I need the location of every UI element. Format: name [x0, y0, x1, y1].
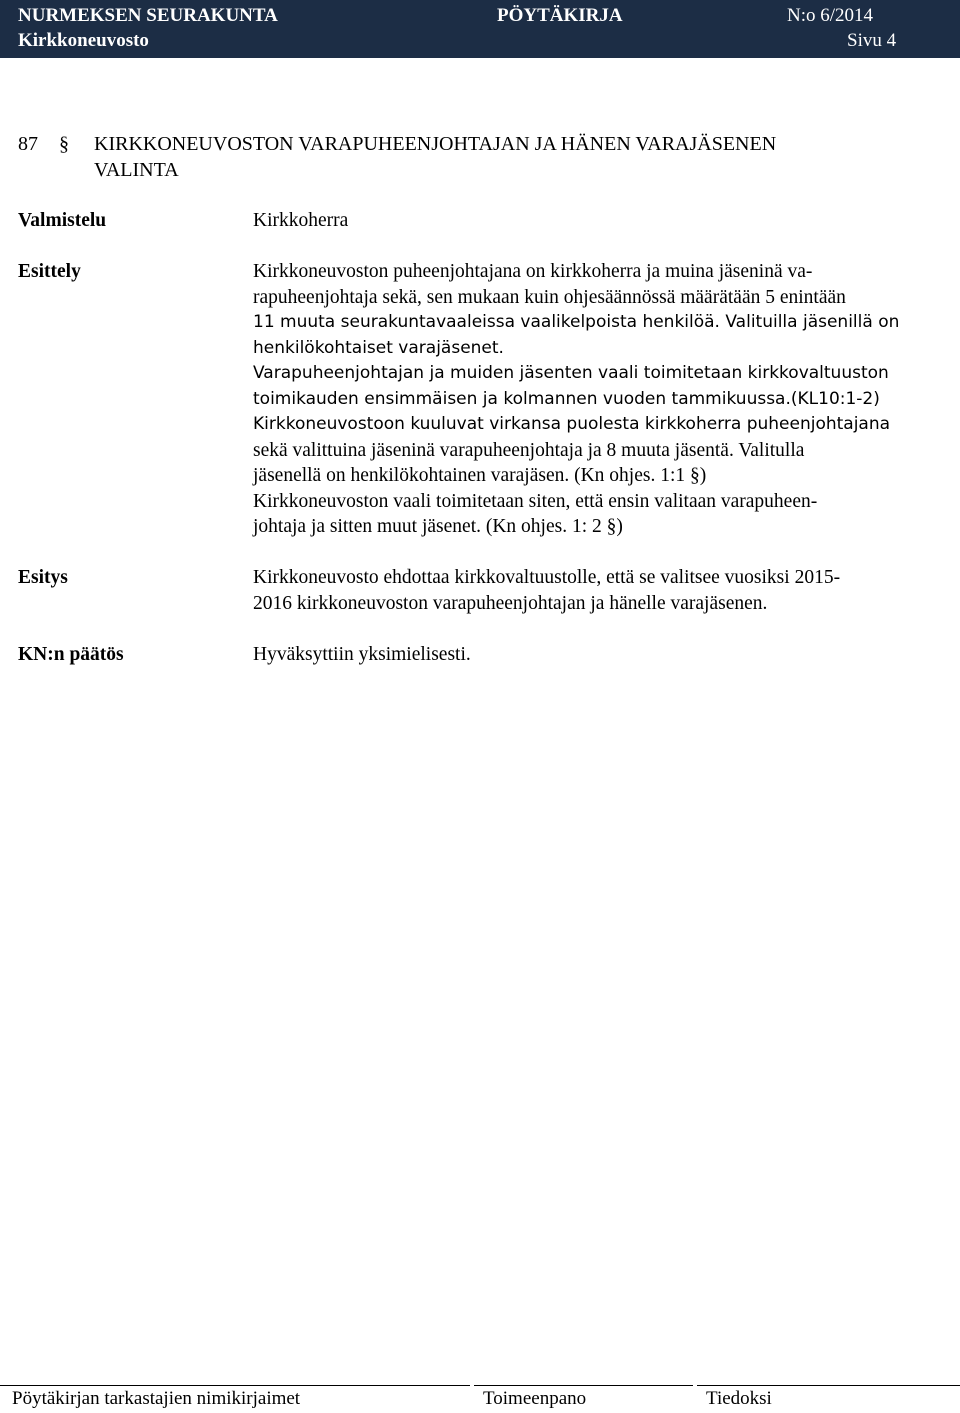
organization-name: NURMEKSEN SEURAKUNTA: [18, 5, 278, 26]
esitys-line: 2016 kirkkoneuvoston varapuheenjohtajan ja hänelle varajäsenen.: [253, 592, 768, 614]
paatos-line: Hyväksyttiin yksimielisesti.: [253, 644, 471, 665]
esitys-line: Kirkkoneuvosto ehdottaa kirkkovaltuustolle, että se valitsee vuosiksi 2015-: [253, 567, 841, 588]
esittely-line: jäsenellä on henkilökohtainen varajäsen. (Kn ohjes. 1:1 §): [253, 465, 707, 486]
governing-body: Kirkkoneuvosto: [18, 30, 149, 51]
esittely-line: 11 muuta seurakuntavaaleissa vaalikelpoista henkilöä. Valituilla jäsenillä on: [253, 312, 900, 332]
section-title-line: KIRKKONEUVOSTON VARAPUHEENJOHTAJAN JA HÄNEN VARAJÄSENEN: [94, 133, 777, 155]
footer-enforcement-label: Toimeenpano: [483, 1388, 587, 1409]
esittely-line: johtaja ja sitten muut jäsenet. (Kn ohjes. 1: 2 §): [253, 516, 623, 537]
page-number: Sivu 4: [847, 30, 897, 51]
section-number: 87: [18, 133, 38, 155]
valmistelu-label: Valmistelu: [18, 210, 107, 231]
paragraph-sign: §: [59, 133, 69, 155]
section-title-line: VALINTA: [94, 159, 179, 181]
esittely-line: Varapuheenjohtajan ja muiden jäsenten vaali toimitetaan kirkkovaltuuston: [253, 363, 889, 383]
esitys-label: Esitys: [18, 567, 68, 588]
paatos-label: KN:n päätös: [18, 644, 124, 665]
esittely-line: Kirkkoneuvostoon kuuluvat virkansa puolesta kirkkoherra puheenjohtajana: [253, 414, 891, 434]
document-header: [0, 0, 960, 58]
footer-notices-label: Tiedoksi: [706, 1388, 772, 1409]
esittely-line: Kirkkoneuvoston vaali toimitetaan siten, että ensin valitaan varapuheen-: [253, 490, 818, 512]
paatos-text: [253, 642, 943, 668]
document-number: N:o 6/2014: [787, 5, 874, 26]
footer-rule-notices: [697, 1385, 960, 1386]
valmistelu-text: [253, 208, 943, 234]
esittely-line: henkilökohtaiset varajäsenet.: [253, 337, 504, 358]
footer-rule-enforcement: [474, 1385, 693, 1386]
valmistelu-line: Kirkkoherra: [253, 210, 349, 231]
footer-rule-signatures: [0, 1385, 470, 1386]
esitys-text: [253, 565, 943, 616]
esittely-line: rapuheenjohtaja sekä, sen mukaan kuin ohjesäännössä määrätään 5 enintään: [253, 286, 846, 308]
esittely-line: toimikauden ensimmäisen ja kolmannen vuoden tammikuussa.(KL10:1-2): [253, 388, 880, 409]
footer-signatures-label: Pöytäkirjan tarkastajien nimikirjaimet: [12, 1388, 301, 1409]
esittely-line: Kirkkoneuvoston puheenjohtajana on kirkkoherra ja muina jäseninä va-: [253, 261, 813, 282]
esittely-text: [253, 259, 943, 540]
document-type: PÖYTÄKIRJA: [497, 5, 623, 26]
esittely-label: Esittely: [18, 261, 81, 282]
esittely-line: sekä valittuina jäseninä varapuheenjohtaja ja 8 muuta jäsentä. Valitulla: [253, 439, 805, 461]
section-title: [94, 131, 944, 183]
